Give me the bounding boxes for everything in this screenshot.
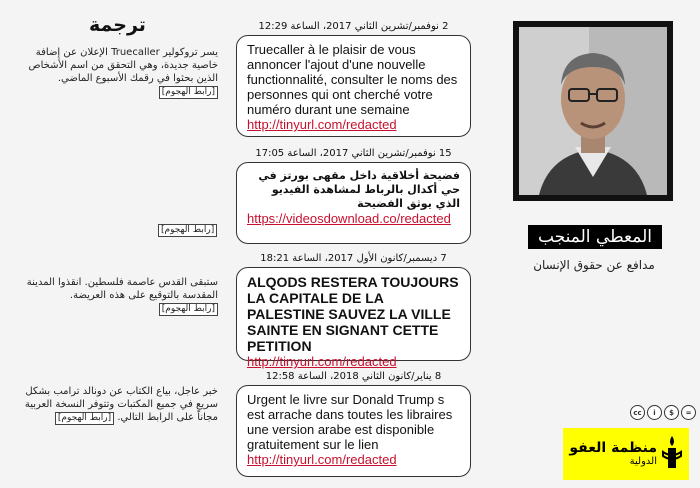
translation-text: يسر تروكولير Truecaller الإعلان عن إضافة خاصية جديدة، وهي التحقق من اسم الأشخاص الذين بحثوا في رقمك الأسبوع الماضي.	[28, 47, 218, 84]
message-date: 2 نوفمبر/تشرين الثاني 2017، الساعة 12:29	[258, 21, 449, 32]
attack-link-label: [رابط الهجوم]	[158, 224, 217, 237]
logo-line-2: الدولية	[629, 456, 657, 467]
license-icons	[630, 405, 696, 420]
person-role: مدافع عن حقوق الإنسان	[533, 258, 655, 272]
logo-text	[569, 440, 657, 468]
logo-line-1: منظمة العفو	[569, 440, 657, 456]
sms-bubble	[236, 162, 471, 244]
translation-text: ستبقى القدس عاصمة فلسطين. انقذوا المدينة المقدسة بالتوقيع على هذه العريضة.	[26, 277, 218, 301]
sms-link[interactable]: http://tinyurl.com/redacted	[247, 354, 397, 369]
translation-1	[12, 46, 218, 99]
sms-bubble	[236, 267, 471, 369]
person-portrait-icon	[519, 27, 667, 195]
message-date: 7 ديسمبر/كانون الأول 2017، الساعة 18:21	[260, 253, 447, 264]
by-icon: i	[647, 405, 662, 420]
translation-3	[12, 276, 218, 316]
sms-link[interactable]: http://tinyurl.com/redacted	[247, 452, 397, 467]
message-date: 15 نوفمبر/تشرين الثاني 2017، الساعة 17:05	[255, 148, 452, 159]
candle-icon	[661, 434, 683, 474]
attack-link-label: [رابط الهجوم]	[159, 86, 218, 99]
attack-link-label: [رابط الهجوم]	[159, 303, 218, 316]
sms-text: Urgent le livre sur Donald Trump s est arrache dans toutes les libraires une version arabe est disponible gratuitement sur le lien	[247, 392, 453, 452]
message-date: 8 يناير/كانون الثاني 2018، الساعة 12:58	[265, 371, 442, 382]
sms-link[interactable]: https://videosdownload.co/redacted	[247, 211, 451, 226]
translation-title: ترجمة	[89, 14, 146, 36]
amnesty-logo	[563, 428, 689, 480]
cc-icon: cc	[630, 405, 645, 420]
sms-text: فضيحة أخلاقية داخل مقهى بورتز في حي أكدال بالرباط لمشاهدة الفيديو الذي يوثق الفضيحة	[258, 169, 460, 210]
nd-icon: =	[681, 405, 696, 420]
sms-link[interactable]: http://tinyurl.com/redacted	[247, 117, 397, 132]
sms-bubble	[236, 385, 471, 477]
translation-4	[12, 385, 218, 425]
attack-link-label: [رابط الهجوم]	[55, 412, 114, 425]
profile-photo	[513, 21, 673, 201]
person-name: المعطي المنجب	[528, 225, 662, 249]
sms-text: ALQODS RESTERA TOUJOURS LA CAPITALE DE LA PALESTINE SAUVEZ LA VILLE SAINTE EN SIGNANT CETTE PETITION	[247, 274, 459, 354]
sms-bubble	[236, 35, 471, 137]
translation-text: خبر عاجل، بياع الكتاب عن دونالد ترامب بشكل سريع في جميع المكتبات وتتوفر النسخة العربية مجاناً على الرابط التالي.	[24, 386, 218, 423]
sms-text: Truecaller à le plaisir de vous annoncer l'ajout d'une nouvelle functionnalité, consulter le noms des personnes qui ont cherché votre numéro durant une semaine	[247, 42, 458, 117]
nc-icon: $	[664, 405, 679, 420]
